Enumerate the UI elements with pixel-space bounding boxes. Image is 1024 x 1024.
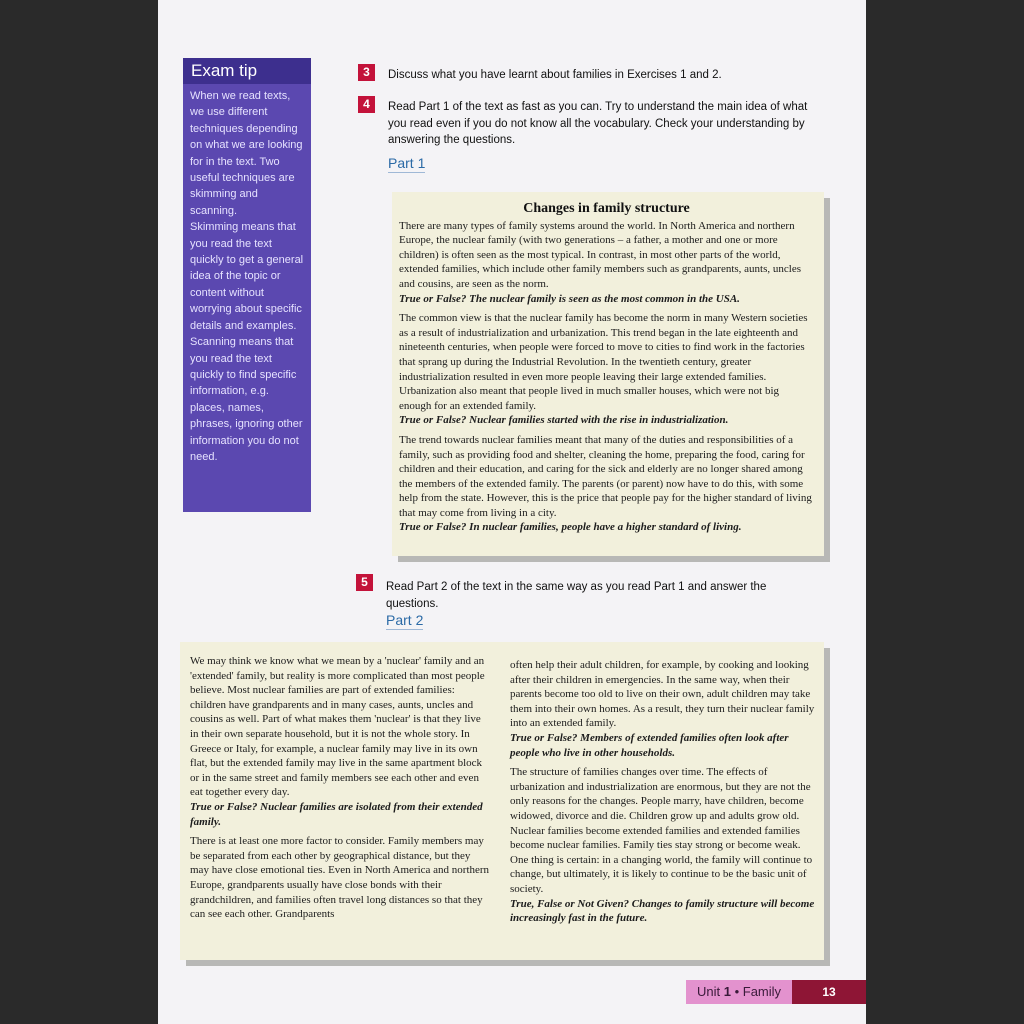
unit-prefix: Unit	[696, 984, 721, 999]
part-1-paragraph-3: The trend towards nuclear families meant that many of the duties and responsibilities of a family, such as providing food and shelter, cleaning the home, preparing the food, caring for children and their education, and caring for the sick and elderly are no longer shared among the members of the extended family. The parents (or parent) now have to do this, with some help from the state. However, this is the price that people pay for the higher standard of living that may come from living in a city.	[399, 433, 812, 519]
unit-separator: •	[734, 984, 740, 999]
unit-label	[686, 980, 792, 1004]
exam-tip-para-1: When we read texts, we use different techniques depending on what we are looking for in the text. Two useful techniques are skimming and scanning.	[190, 90, 303, 217]
unit-number: 1	[723, 984, 731, 999]
part-1-heading: Part 1	[388, 155, 426, 171]
exercise-5-number: 5	[356, 574, 373, 591]
part-2-right-question-2: True, False or Not Given? Changes to family structure will become increasingly fast in the future.	[510, 897, 815, 925]
exam-tip-para-3: Scanning means that you read the text quickly to find specific information, e.g. places, names, phrases, ignoring other information you do not need.	[190, 336, 303, 463]
part-1-paragraph-1: There are many types of family systems around the world. In North America and northern Europe, the nuclear family (with two generations – a father, a mother and one or more children) is often seen as the most typical. In contrast, in most other parts of the world, extended families, which include other family members such as grandparents, aunts, uncles and cousins, are seen as the norm.	[399, 219, 801, 290]
exercise-3-instruction: Discuss what you have learnt about families in Exercises 1 and 2.	[388, 69, 722, 81]
part-2-right-paragraph-1: often help their adult children, for example, by cooking and looking after their children in emergencies. In the same way, when their parents become too old to live on their own, adult children may take them into their own homes. As a result, they turn their nuclear family into an extended family.	[510, 659, 815, 730]
part-2-left-paragraph-2: There is at least one more factor to consider. Family members may be separated from each other by geographical distance, but they may have close emotional ties. Even in North America and northern Europe, grandparents usually have close bonds with their grandchildren, and families often travel long distances so that they can see each other. Grandparents	[190, 835, 490, 921]
part-1-question-1: True or False? The nuclear family is seen as the most common in the USA.	[399, 292, 740, 305]
unit-name: Family	[742, 984, 782, 999]
exercise-4-instruction: Read Part 1 of the text as fast as you can. Try to understand the main idea of what you read even if you do not know all the vocabulary. Check your understanding by answering the questions.	[388, 101, 808, 146]
exercise-4-number: 4	[358, 96, 375, 113]
exercise-3-number: 3	[358, 64, 375, 81]
article-title: Changes in family structure	[523, 201, 690, 216]
exam-tip-para-2: Skimming means that you read the text quickly to get a general idea of the topic or content without worrying about specific details and examples.	[190, 221, 304, 332]
exam-tip-title: Exam tip	[183, 58, 311, 84]
part-1-question-3: True or False? In nuclear families, people have a higher standard of living.	[399, 521, 742, 534]
part-2-right-paragraph-2: The structure of families changes over time. The effects of urbanization and industrialization are enormous, but they are not the only reasons for the changes. People marry, have children, become widowed, divorce and die. Children grow up and adults grow old. Nuclear families become extended families and extended families become nuclear families. Family ties stay strong or become weak. One thing is certain: in a changing world, the family will continue to change, but ultimately, it is likely to continue to be the basic unit of society.	[510, 766, 813, 895]
part-2-left-question-1: True or False? Nuclear families are isolated from their extended family.	[190, 800, 483, 828]
part-2-right-question-1: True or False? Members of extended families often look after people who live in other households.	[510, 731, 789, 759]
part-1-paragraph-2: The common view is that the nuclear family has become the norm in many Western societies as a result of industrialization and urbanization. This trend began in the late eighteenth and nineteenth centuries, when people were forced to move to cities to find work in the factories that sprang up during the Industrial Revolution. In the twentieth century, greater industrialization resulted in even more people leaving their large extended families. Urbanization also meant that people lived in much smaller houses, which were not big enough for an extended family.	[399, 312, 808, 412]
exercise-5-instruction: Read Part 2 of the text in the same way as you read Part 1 and answer the questions.	[386, 581, 767, 610]
page-number: 13	[792, 980, 866, 1004]
exam-tip-text	[190, 88, 306, 465]
part-2-left-column	[190, 654, 492, 927]
part-1-text-card	[392, 192, 824, 556]
part-2-right-column	[510, 658, 816, 931]
part-1-question-2: True or False? Nuclear families started with the rise in industrialization.	[399, 414, 729, 427]
part-2-left-paragraph-1: We may think we know what we mean by a 'nuclear' family and an 'extended' family, but reality is more complicated than most people believe. Most nuclear families are part of extended families: children have grandparents and in many cases, aunts, uncles and cousins as well. Part of what makes them 'nuclear' is that they live in their own separate household, but it is not the whole story. In Greece or Italy, for example, a nuclear family may live in its own flat, but the extended family may live in the same apartment block or in the same street and family members see each other and even eat together every day.	[190, 655, 485, 799]
part-2-heading: Part 2	[386, 612, 424, 628]
